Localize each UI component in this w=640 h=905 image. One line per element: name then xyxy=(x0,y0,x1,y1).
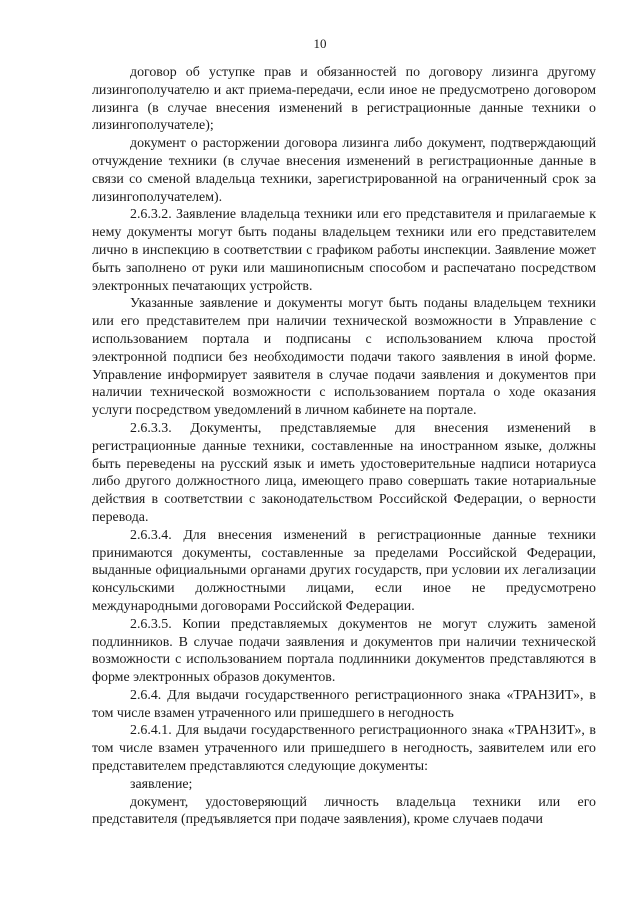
paragraph: Указанные заявление и документы могут быть поданы владельцем техники или его представителем при наличии технической возможности в Управление с использованием портала и подписаны с использованием ключа простой электронной подписи без необходимости подачи такого заявления в иной форме. Управление информирует заявителя в случае подачи заявления и документов при наличии технической возможности с использованием портала о ходе оказания услуги посредством уведомлений в личном кабинете на портале. xyxy=(92,296,596,419)
paragraph: 2.6.4.1. Для выдачи государственного регистрационного знака «ТРАНЗИТ», в том числе взамен утраченного или пришедшего в негодность, заявителем или его представителем представляются следующие документы: xyxy=(92,723,596,775)
paragraph: документ, удостоверяющий личность владельца техники или его представителя (предъявляется при подаче заявления), кроме случаев подачи xyxy=(92,794,596,828)
paragraph: 2.6.3.5. Копии представляемых документов не могут служить заменой подлинников. В случае подачи заявления и документов при наличии технической возможности с использованием портала подлинники документов представляются в форме электронных образов документов. xyxy=(92,616,596,686)
paragraph: 2.6.3.2. Заявление владельца техники или его представителя и прилагаемые к нему документы могут быть поданы владельцем техники или его представителем лично в инспекцию в соответствии с графиком работы инспекции. Заявление может быть заполнено от руки или машинописным способом и распечатано посредством электронных печатающих устройств. xyxy=(92,207,596,294)
document-body xyxy=(92,64,596,829)
paragraph: документ о расторжении договора лизинга либо документ, подтверждающий отчуждение техники (в случае внесения изменений в регистрационные данные в связи со сменой владельца техники, зарегистрированной на ограниченный срок за лизингополучателем). xyxy=(92,136,596,205)
paragraph: договор об уступке прав и обязанностей по договору лизинга другому лизингополучателю и акт приема-передачи, если иное не предусмотрено договором лизинга (в случае внесения изменений в регистрационные данные техники о лизингополучателе); xyxy=(92,65,596,134)
paragraph: заявление; xyxy=(130,776,193,792)
paragraph: 2.6.3.3. Документы, представляемые для внесения изменений в регистрационные данные техники, составленные на иностранном языке, должны быть переведены на русский язык и иметь удостоверительные надписи нотариуса либо другого должностного лица, имеющего право совершать такие нотариальные действия в соответствии с законодательством Российской Федерации, о верности перевода. xyxy=(92,420,596,525)
paragraph: 2.6.4. Для выдачи государственного регистрационного знака «ТРАНЗИТ», в том числе взамен утраченного или пришедшего в негодность xyxy=(92,687,596,721)
paragraph: 2.6.3.4. Для внесения изменений в регистрационные данные техники принимаются документы, составленные за пределами Российской Федерации, выданные официальными органами других государств, при условии их легализации консульскими должностными лицами, если иное не предусмотрено международными договорами Российской Федерации. xyxy=(92,527,596,614)
page-number: 10 xyxy=(313,36,327,51)
